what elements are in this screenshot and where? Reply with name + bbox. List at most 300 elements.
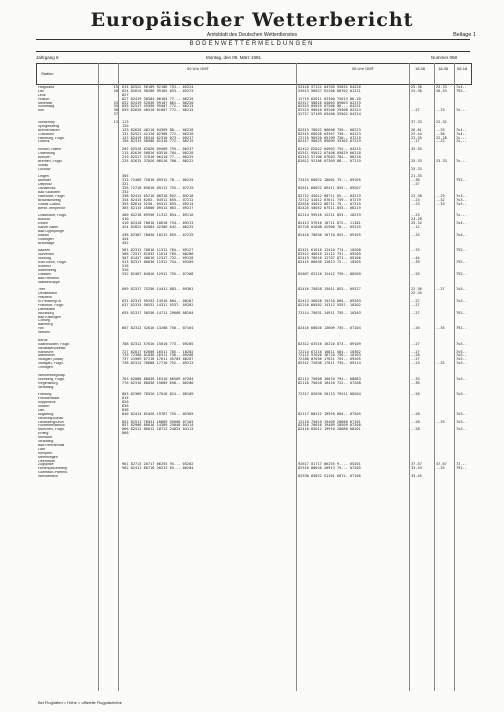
obs-06utc: 72712 41012 07611 759-- 07219 (298, 197, 361, 202)
obs-00utc: 365 82115 45006 09414 863-- 09217 (122, 205, 194, 210)
ext-3: 7u5-- (456, 341, 467, 346)
obs-06utc: 82515 60026 03307 750-- 04123 (298, 131, 361, 136)
station-name: Giessen (38, 272, 52, 276)
ext-1: --36 (411, 178, 420, 183)
obs-06utc: 82413 57616 10711 872-- 11181 (298, 221, 361, 226)
station-name: Emden, Hafen (38, 148, 61, 152)
station-id: 20 (113, 88, 118, 93)
ext-1: --33 (411, 248, 420, 253)
obs-00utc: 424 82822 02804 42306 642-- 06225 (122, 225, 194, 230)
obs-00utc: 202 82518 62026 09409 755-- 06237 (122, 147, 194, 152)
station-name: Braunlage (38, 241, 55, 245)
station-name: Oberstdorf (38, 459, 55, 463)
station-name: Memmingen (38, 455, 58, 459)
jahrgang: Jahrgang 6 (36, 55, 59, 60)
ext1-col-header: 18-06 (415, 66, 426, 71)
ext-3: 792-- (456, 248, 467, 253)
obs-00utc: 738 82312 70608 17710 752-- 09213 (122, 361, 194, 366)
ext-1: --28 (411, 419, 420, 424)
obs-06utc: 82415 80036 12813 72--- 10205 (298, 260, 361, 265)
station-name: Düsseldorf, Flugh. (38, 214, 68, 218)
obs-06utc: 82612 92106 07309 88--- 07219 (298, 158, 361, 163)
obs-06utc: 82418 83012 19910 20680 08201 (298, 427, 361, 432)
obs-00utc: 438 82307 70036 10212 855-- 07219 (122, 232, 194, 237)
station-name: Mannheim (38, 354, 55, 358)
obs-00utc: 305 (122, 174, 129, 179)
obs-06utc: 82530 83022 51101 6072- 07106 (298, 474, 361, 479)
station-name: Lingen (38, 175, 49, 179)
ext-3: 792-- (456, 178, 467, 183)
obs-06utc: 82511 95012 07408 05029 06218 (298, 151, 361, 156)
obs-00utc: 737 41909 67216 17611 45703 08207 (122, 357, 194, 362)
station-name: Karlsruhe (38, 350, 54, 354)
ext-3: 7u4-- (456, 232, 467, 237)
obs-00utc: 763 62008 80036 16310 60509 07204 (122, 376, 194, 381)
station-name: Kl.Feldberg/Ts. (38, 299, 62, 303)
station-name: Nürnberg, Flugh. (38, 377, 65, 381)
ext-1: --25 (411, 271, 420, 276)
ext-3: 7u4-- (456, 221, 467, 226)
ext-3: 7u3-- (456, 197, 467, 202)
obs-00utc: 835 82517 45596 99407 772-- 06213 (122, 104, 194, 109)
ext-1: --23 (411, 201, 420, 206)
station-name: Bad Hersfeld (38, 276, 59, 280)
obs-06utc: 12110 75019 19409 20680 07101 (298, 419, 361, 424)
station-name: Bamberg (38, 323, 53, 327)
ext-1: --23 (411, 197, 420, 202)
ext-1: --33 (411, 376, 420, 381)
station-name: Kahler Asten (38, 226, 59, 230)
ext-2: 47-67 (436, 462, 447, 467)
ext-3: 7u4-- (456, 85, 467, 89)
station-name: Hohenpeißenberg (38, 467, 67, 471)
obs-00utc: 355 82614 5250- 05512 855-- 09214 (122, 201, 194, 206)
station-name: Berlin-Tempelhof (38, 206, 65, 210)
station-name: Garmisch-Partenk. (38, 471, 68, 475)
ext-3: 72--- (456, 462, 467, 467)
ext-1: 25-33 (411, 158, 422, 163)
station-name: Aachen (38, 249, 51, 253)
ext-3: 7u5-- (456, 298, 467, 303)
ext-3: 7u5-- (456, 201, 467, 206)
publisher-subtitle: Amtsblatt des Deutschen Wetterdienstes (206, 32, 298, 38)
station-name: Zugspitze (38, 463, 54, 467)
station-name: Regensburg (38, 381, 58, 385)
station-id: 37 (113, 112, 118, 117)
obs-06utc: 12719 62011 02306 75013 86-20 (298, 96, 361, 101)
ext-1: --27 (411, 298, 420, 303)
obs-00utc: 215 82616 50026 03510 784-- 06228 (122, 151, 194, 156)
obs-00utc: 332 (122, 190, 129, 195)
station-name: Kempten (38, 451, 53, 455)
obs-06utc: 62517 58016 03003 09003 02219 (298, 100, 361, 105)
ext-1: --27 (411, 341, 420, 346)
meta-line (36, 54, 470, 61)
station-name: Straubing (38, 385, 54, 389)
obs-00utc: 532 82407 84016 12912 755-- 07208 (122, 271, 194, 276)
station-name: Braunschweig (38, 198, 61, 202)
station-name: Helgoland (38, 86, 55, 89)
ext-3: 7u5-- (456, 357, 467, 362)
ext-3: 7u3-- (456, 193, 467, 198)
station-name: Wasserkuppe (38, 280, 60, 284)
station-col-header: Station (41, 71, 54, 76)
obs-00utc: 631 82313 59252 14910 884-- 08207 (122, 298, 194, 303)
ext-3: 7u5-- (456, 427, 467, 432)
obs-06utc: 82214 59516 12211 853-- 10219 (298, 213, 361, 218)
beilage-label: Beilage 1 (453, 32, 476, 38)
obs-00utc: 313 72409 75016 09512 78--- 06225 (122, 178, 194, 183)
station-name: Frankfurt, Flugh. (38, 303, 65, 307)
station-name: Weiden (38, 331, 51, 335)
obs-00utc: 326 72718 65016 09112 755-- 07219 (122, 186, 194, 191)
station-name: Leck (38, 93, 46, 97)
station-name: Bocholt (38, 218, 50, 222)
station-name: Pfalzfeld (38, 296, 52, 300)
station-name: Lüchow (38, 167, 51, 171)
obs-00utc: 729 72308 01036 16311 756-- 09208 (122, 353, 194, 358)
ext-3: 792-- (456, 271, 467, 276)
ext-1: --27 (411, 302, 420, 307)
station-name: Ahlhorn (38, 156, 51, 160)
ext-2: --33 (436, 419, 445, 424)
obs-06utc: 72108 07036 17611 755-- 09205 (298, 357, 361, 362)
station-name: Weißenburg/Bay. (38, 373, 66, 377)
ext-2: --29 (436, 193, 445, 198)
obs-06utc: 82413 56028 15210 884-- 09203 (298, 298, 361, 303)
station-name: Berus (38, 338, 48, 342)
obs-00utc: 615 82522 56109 92106 753-- 05224 (122, 85, 194, 89)
station-name: Husum (38, 97, 50, 101)
ext-3: 7u5-- (456, 349, 467, 354)
ext-1: 21-35 (411, 174, 422, 179)
station-name: Öhringen (38, 366, 53, 370)
station-id: 13 (113, 120, 118, 125)
obs-00utc: 839 82620 40516 01007 772-- 06215 (122, 108, 194, 113)
station-name: Bad Kissingen (38, 315, 61, 319)
ext-3: 7u5-- (456, 287, 467, 292)
obs-06utc: 02515 90016 03208 29508 02224 (298, 108, 361, 113)
station-name: Bad Salzuflen (38, 191, 61, 195)
station-name: Mühldorf (38, 436, 52, 440)
ext-3: 7u--- (456, 135, 467, 140)
obs-00utc: 219 82517 37016 06410 77--- 06225 (122, 155, 194, 160)
obs-00utc: 225 82615 37026 08510 700-- 06222 (122, 158, 194, 163)
station-name: Köln-Bonn, Flugh. (38, 261, 67, 265)
ext-1: 23-38 (411, 193, 422, 198)
obs-00utc: 803 82309 78526 17010 824-- 08109 (122, 392, 194, 397)
obs-06utc: 82410 70036 10710 852-- 09105 (298, 232, 361, 237)
ext-2: --32 (436, 361, 445, 366)
obs-00utc: 866 82512 80612 18712 24025 04113 (122, 427, 194, 432)
ext-1: --27 (411, 139, 420, 144)
station-name: Bad Lippspringe (38, 229, 64, 233)
ext-1: 26-61 (411, 127, 422, 132)
obs-06utc: 82611 60022 09411 855-- 09207 (298, 186, 361, 191)
ext-2: --35 (436, 326, 445, 331)
obs-06utc: 72214 67216 16811 584-- 10302 (298, 349, 361, 354)
ext-1: --28 (411, 427, 420, 432)
obs-06utc: 82516 80626 20913 75--- 07205 (298, 466, 361, 471)
station-name: Göttingen (38, 237, 54, 241)
station-name: Soltau (38, 163, 49, 167)
station-name: Marienberg (38, 268, 57, 272)
station-name: München, Flugh. (38, 428, 65, 432)
obs-06utc: 92617 01717 06255 9---- 05201 (298, 462, 361, 467)
obs-00utc: 815 (122, 396, 129, 401)
ext-3: 792-- (456, 310, 467, 315)
station-name: Spiegelsberg (38, 124, 59, 128)
obs-00utc: 820 (122, 400, 129, 405)
obs-00utc: 321 (122, 182, 129, 187)
obs-00utc: 727 82017 62606 16511 785-- 10202 (122, 349, 194, 354)
station-name: List (38, 89, 44, 93)
table-header (36, 63, 472, 85)
obs-06utc: 82607 62216 12412 759-- 08209 (298, 271, 361, 276)
ext-1: --39 (411, 260, 420, 265)
ext-3: 7u5-- (456, 353, 467, 358)
ext-2: --58 (436, 131, 445, 136)
ext-3: 7u--- (456, 213, 467, 218)
ext-1: --27 (411, 182, 420, 187)
ext-1: --27 (411, 349, 420, 354)
obs-00utc: 857 82900 80016 14309 25040 04114 (122, 423, 194, 428)
obs-00utc: 410 82418 70616 10618 754-- 09213 (122, 221, 194, 226)
station-name: Kiel (38, 109, 44, 113)
station-name: Neustadt/Weinstr. (38, 346, 67, 350)
footnote: Bei Flughäfen = Höhe = offizielle Flugplatzhöhe (38, 700, 122, 705)
ext-2: --32 (436, 197, 445, 202)
obs-06utc: 82312 62516 16210 873-- 09109 (298, 341, 361, 346)
ext-1: 22-35 (411, 291, 422, 296)
station-id: 35 (113, 104, 118, 109)
station-name: Ulm (38, 408, 45, 412)
obs-00utc: 526 (122, 267, 129, 272)
station-name: Cuxhaven (38, 132, 55, 136)
ext-2: 23-33 (436, 158, 447, 163)
obs-06utc: 82425 50052 07511 855-- 06219 (298, 205, 361, 210)
station-name: Lübeck (38, 140, 50, 144)
ext-3: 7u--- (456, 108, 467, 113)
station-name: Osnabrück (38, 187, 56, 191)
obs-06utc: 82421 61616 12410 774-- 10208 (298, 248, 361, 253)
obs-06utc: 72317 82036 20113 79411 08204 (298, 392, 361, 397)
obs-00utc: 444 (122, 236, 129, 241)
obs-06utc: 82720 01608 42906 70--- 05225 (298, 225, 361, 230)
ext-1: --33 (411, 232, 420, 237)
station-name: Koblenz (38, 264, 51, 268)
ext-3: 7u--- (456, 139, 467, 144)
ext-1: --26 (411, 392, 420, 397)
ext-1: --27 (411, 357, 420, 362)
station-name: Würzburg (38, 311, 54, 315)
observation-table (36, 86, 470, 479)
ext-1: 25-32 (411, 221, 422, 226)
ext-1: 22-36 (411, 287, 422, 292)
station-name: Straubing (38, 440, 54, 444)
obs-00utc: 852 82511 70031 18809 55608 07104 (122, 419, 194, 424)
obs-00utc: 961 82713 20717 06255 95--- 05202 (122, 462, 194, 467)
ext-1: 35-35 (411, 147, 422, 152)
obs-00utc: 156 82315 58586 01510 772-- 06215 (122, 139, 194, 144)
ext-1: --23 (411, 361, 420, 366)
obs-06utc: 52613 56627 02206 80702 01221 (298, 88, 361, 93)
station-name: Darmstadt (38, 307, 55, 311)
station-name: Deuselbach (38, 292, 57, 296)
ext-1: 33-45 (411, 474, 422, 479)
obs-06utc: 52717 57109 03406 55502 04224 (298, 112, 361, 117)
station-name: Essen (38, 222, 48, 226)
station-name: Neuburg/Donau (38, 416, 64, 420)
obs-00utc: 452 (122, 240, 129, 245)
obs-00utc: 129 82626 48216 04309 88--- 06228 (122, 127, 194, 132)
ext-2: 22-32 (436, 120, 447, 125)
ext-2: --25 (436, 466, 445, 471)
station-name: Oldenburg (38, 152, 55, 156)
station-name: Coburg (38, 319, 50, 323)
ext-3: 792-- (456, 326, 467, 331)
obs-00utc: 120 (122, 123, 129, 128)
station-name: Meierwik (38, 101, 53, 105)
ext-1: --28 (411, 353, 420, 358)
station-name: Stötten (38, 405, 50, 409)
obs-00utc: 410 (122, 217, 129, 222)
station-name: Trier (38, 288, 46, 292)
obs-00utc: 131 82521 42126 02308 772-- 06228 (122, 131, 194, 136)
obs-00utc: 962 82411 80716 20213 65--- 06204 (122, 466, 194, 471)
station-name: Landsberg/Lech (38, 420, 64, 424)
obs-00utc: 655 82317 50536 14711 29600 08204 (122, 310, 194, 315)
ext-3: 7u4-- (456, 131, 467, 136)
page-title: Europäischer Wetterbericht (90, 9, 414, 31)
obs-06utc: 82412 62022 04903 755-- 04215 (298, 147, 361, 152)
ext-2: --23 (436, 108, 445, 113)
ext-1: 37-33 (411, 120, 422, 125)
ext-1: 22-44 (411, 131, 422, 136)
table-row (36, 475, 470, 479)
ext-1: 23-35 (411, 135, 422, 140)
obs-00utc: 708 82312 57616 15610 773-- 09205 (122, 341, 194, 346)
obs-00utc: 840 82414 81026 19707 755-- 05305 (122, 411, 194, 416)
ext-1: --27 (411, 108, 420, 113)
time1-col-header: 00 Uhr GMT (187, 66, 210, 71)
obs-06utc: 82513 57106 07603 784-- 06218 (298, 155, 361, 160)
obs-06utc: 82618 45012 08711 75--- 07215 (298, 201, 361, 206)
ext-3: 7u5-- (456, 419, 467, 424)
station-name: Wendelstein (38, 475, 58, 479)
obs-06utc: 82415 70616 12707 871-- 09106 (298, 256, 361, 261)
obs-06utc: 72715 90520 05109 750-- 07219 (298, 135, 361, 140)
obs-06utc: 82113 75608 16610 794-- 08083 (298, 376, 361, 381)
ext-1: --36 (411, 380, 420, 385)
ext-1: --28 (411, 411, 420, 416)
station-name: Fürstenfeldbruck (38, 424, 65, 428)
obs-00utc: 147 82419 56516 02310 073-- 09217 (122, 135, 194, 140)
station-name: Norderney (38, 121, 55, 125)
ext-1: --23 (411, 213, 420, 218)
section-title: BODENWETTERMELDUNGEN (189, 41, 315, 47)
obs-00utc: 400 82218 69556 11312 854-- 09116 (122, 213, 194, 218)
ext-1: 33-53 (411, 466, 422, 471)
ext-3: 7u5-- (456, 361, 467, 366)
ext3-col-header: 06-18 (457, 66, 468, 71)
ext-1: 25-36 (411, 88, 422, 93)
ext-2: 26-53 (436, 88, 447, 93)
station-id: 36 (113, 108, 118, 113)
station-name: Hannover, Flugh. (38, 194, 66, 198)
ext-1: --44 (411, 256, 420, 261)
obs-00utc: 113 (122, 120, 129, 125)
station-name: Nürburg (38, 257, 51, 261)
station-name: Bad Reichenhall (38, 443, 65, 447)
obs-00utc: 838 (122, 407, 129, 412)
station-name: Kassel (38, 233, 49, 237)
station-name: Saarbrücken, Flugh. (38, 342, 71, 346)
obs-06utc: 72115 97026 16710 756-- 10103 (298, 353, 361, 358)
station-name: Freudenstadt (38, 397, 60, 401)
obs-00utc: 506 72517 81032 11614 785-- 08206 (122, 252, 194, 257)
ext-3: 792-- (456, 88, 467, 93)
ext-1: --27 (411, 310, 420, 315)
obs-06utc: 82216 60502 14312 5557- 10202 (298, 302, 361, 307)
station-name: Erding (38, 432, 49, 436)
obs-06utc: 82416 75028 15011 853-- 09327 (298, 287, 361, 292)
ext-2: --33 (436, 127, 445, 132)
obs-06utc: 52418 57122 04705 55032 04226 (298, 85, 361, 89)
station-name: Augsburg (38, 412, 54, 416)
obs-06utc: 82523 05025 07506 86--- 04231 (298, 104, 361, 109)
ext-3: 7u4-- (456, 127, 467, 132)
ext-1: 25-36 (411, 85, 422, 89)
obs-06utc: 82517 90025 09609 35302 07219 (298, 139, 361, 144)
station-name: Hamburg, Flugh. (38, 136, 65, 140)
ext-1: --26 (411, 326, 420, 331)
station-name: Hof (38, 327, 44, 331)
obs-00utc: 776 82316 80036 15609 658-- 06206 (122, 380, 194, 385)
obs-00utc: 507 81427 40616 12317 722-- 09128 (122, 256, 194, 261)
rule-bottom (36, 51, 470, 52)
ext-2: --22 (436, 139, 445, 144)
obs-00utc: 609 82317 75256 14411 883-- 09301 (122, 287, 194, 292)
station-name: Freiburg (38, 393, 52, 397)
obs-00utc: 687 82312 42616 13208 756-- 07104 (122, 326, 194, 331)
obs-00utc: 501 82312 70616 11312 784-- 09127 (122, 248, 194, 253)
obs-00utc: 624 82624 58286 99105 653-- 05223 (122, 88, 194, 93)
obs-00utc: 832 82419 52036 99107 861-- 06220 (122, 100, 194, 105)
obs-06utc: 72114 75031 14911 755-- 10203 (298, 310, 361, 315)
obs-00utc: 827 82419 30584 00104 77--- 06215 (122, 96, 194, 101)
station-id: 15 (113, 85, 118, 89)
ext-2: --27 (436, 287, 445, 292)
issue-number: Nummer 068 (431, 55, 458, 60)
obs-00utc: 338 82415 05216 08310 852-- 09218 (122, 193, 194, 198)
obs-06utc: 82416 60026 13609 755-- 07104 (298, 326, 361, 331)
rule-top (36, 39, 470, 40)
ext-2: --33 (436, 201, 445, 206)
ext-2: 22-28 (436, 135, 447, 140)
station-name: Lahr (38, 447, 46, 451)
ext-1: 24-28 (411, 217, 422, 222)
station-name: Goslar-Claust. (38, 202, 61, 206)
obs-00utc: 513 82317 80636 11912 754-- 09209 (122, 260, 194, 265)
ext-1: 25-33 (411, 166, 422, 171)
station-name: Bremen, Flugh. (38, 159, 63, 163)
obs-06utc: 82116 75028 16410 722-- 07208 (298, 380, 361, 385)
obs-06utc: 82512 46016 12112 751-- 09209 (298, 252, 361, 257)
station-name: Stuttgart (Stadt) (38, 358, 64, 362)
obs-06utc: 82712 45012 08711 65--- 04219 (298, 193, 361, 198)
station-name: Nörvenich (38, 253, 55, 257)
